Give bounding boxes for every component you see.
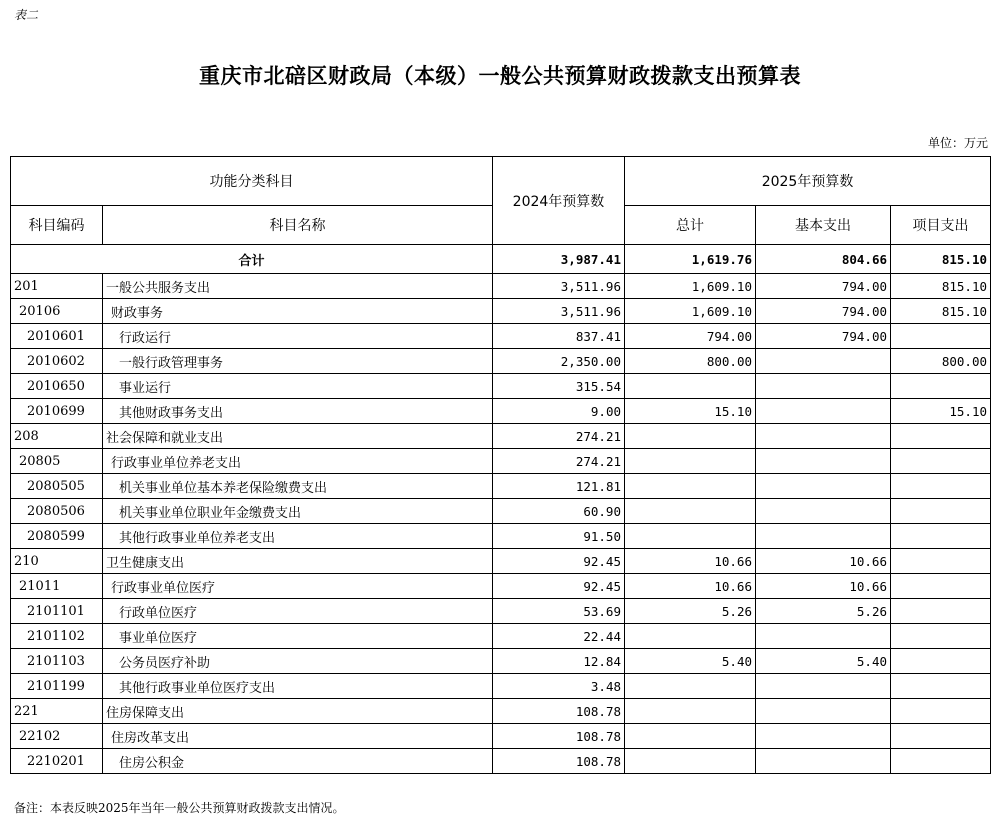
table-row [11,274,991,299]
row-name: 事业单位医疗 [103,624,493,649]
total-basic: 804.66 [756,245,891,274]
row-code: 2010650 [11,374,103,399]
table-row [11,749,991,774]
row-code: 20805 [11,449,103,474]
row-basic [756,374,891,399]
row-code: 2010602 [11,349,103,374]
row-code: 221 [11,699,103,724]
header-prev-budget: 2024年预算数 [493,157,625,245]
budget-table [10,156,991,774]
row-project [891,324,991,349]
row-total [625,749,756,774]
row-name: 住房保障支出 [103,699,493,724]
row-project [891,649,991,674]
row-project: 815.10 [891,274,991,299]
row-total: 10.66 [625,549,756,574]
row-basic: 10.66 [756,574,891,599]
header-code: 科目编码 [11,206,103,245]
row-code: 2210201 [11,749,103,774]
row-total: 15.10 [625,399,756,424]
row-name: 住房改革支出 [103,724,493,749]
row-code: 21011 [11,574,103,599]
row-project [891,374,991,399]
row-prev-budget: 837.41 [493,324,625,349]
row-name: 公务员医疗补助 [103,649,493,674]
total-prev: 3,987.41 [493,245,625,274]
table-row [11,399,991,424]
row-project [891,449,991,474]
row-basic [756,449,891,474]
row-name: 行政运行 [103,324,493,349]
table-row [11,674,991,699]
row-prev-budget: 108.78 [493,699,625,724]
row-basic [756,674,891,699]
row-project: 800.00 [891,349,991,374]
row-name: 行政事业单位养老支出 [103,449,493,474]
row-basic [756,424,891,449]
row-basic [756,499,891,524]
row-basic: 5.40 [756,649,891,674]
footnote: 备注：本表反映2025年当年一般公共预算财政拨款支出情况。 [14,801,345,815]
row-total: 1,609.10 [625,274,756,299]
row-prev-budget: 108.78 [493,724,625,749]
row-total [625,374,756,399]
row-name: 机关事业单位职业年金缴费支出 [103,499,493,524]
row-project [891,524,991,549]
row-code: 2101199 [11,674,103,699]
row-code: 22102 [11,724,103,749]
row-name: 其他行政事业单位养老支出 [103,524,493,549]
header-function-class: 功能分类科目 [11,157,493,206]
total-total: 1,619.76 [625,245,756,274]
row-total [625,474,756,499]
row-total [625,699,756,724]
row-total [625,674,756,699]
row-code: 210 [11,549,103,574]
row-basic [756,349,891,374]
row-basic: 10.66 [756,549,891,574]
row-name: 其他财政事务支出 [103,399,493,424]
row-project [891,699,991,724]
row-name: 其他行政事业单位医疗支出 [103,674,493,699]
table-row [11,549,991,574]
row-project [891,599,991,624]
row-basic [756,524,891,549]
row-total [625,424,756,449]
total-project: 815.10 [891,245,991,274]
row-name: 事业运行 [103,374,493,399]
row-prev-budget: 91.50 [493,524,625,549]
row-prev-budget: 9.00 [493,399,625,424]
row-prev-budget: 12.84 [493,649,625,674]
row-project [891,499,991,524]
row-prev-budget: 121.81 [493,474,625,499]
row-code: 2101102 [11,624,103,649]
table-row [11,524,991,549]
row-name: 住房公积金 [103,749,493,774]
row-basic [756,474,891,499]
table-row [11,324,991,349]
row-name: 行政单位医疗 [103,599,493,624]
row-basic [756,749,891,774]
row-total: 5.40 [625,649,756,674]
row-name: 社会保障和就业支出 [103,424,493,449]
row-total [625,524,756,549]
row-total [625,624,756,649]
table-row [11,624,991,649]
row-prev-budget: 60.90 [493,499,625,524]
row-prev-budget: 108.78 [493,749,625,774]
row-name: 机关事业单位基本养老保险缴费支出 [103,474,493,499]
table-row [11,299,991,324]
row-project [891,724,991,749]
row-prev-budget: 92.45 [493,574,625,599]
row-code: 2101101 [11,599,103,624]
row-project [891,674,991,699]
row-project [891,474,991,499]
row-total [625,499,756,524]
row-basic [756,624,891,649]
row-basic: 794.00 [756,274,891,299]
row-basic [756,724,891,749]
total-row [11,245,991,274]
row-basic [756,399,891,424]
row-prev-budget: 53.69 [493,599,625,624]
row-code: 2080599 [11,524,103,549]
row-project [891,749,991,774]
row-basic: 5.26 [756,599,891,624]
row-prev-budget: 2,350.00 [493,349,625,374]
row-prev-budget: 274.21 [493,424,625,449]
table-row [11,599,991,624]
row-project [891,424,991,449]
table-row [11,374,991,399]
row-prev-budget: 274.21 [493,449,625,474]
row-code: 2010601 [11,324,103,349]
row-name: 一般行政管理事务 [103,349,493,374]
row-name: 行政事业单位医疗 [103,574,493,599]
row-total: 1,609.10 [625,299,756,324]
row-total: 5.26 [625,599,756,624]
row-total: 10.66 [625,574,756,599]
row-name: 财政事务 [103,299,493,324]
row-basic: 794.00 [756,299,891,324]
header-name: 科目名称 [103,206,493,245]
table-row [11,499,991,524]
row-total: 800.00 [625,349,756,374]
total-label: 合计 [11,245,493,274]
row-total [625,449,756,474]
row-prev-budget: 3,511.96 [493,274,625,299]
table-row [11,649,991,674]
row-code: 208 [11,424,103,449]
row-name: 卫生健康支出 [103,549,493,574]
page-title: 重庆市北碚区财政局（本级）一般公共预算财政拨款支出预算表 [199,63,801,88]
row-project [891,624,991,649]
row-prev-budget: 315.54 [493,374,625,399]
table-row [11,574,991,599]
row-basic: 794.00 [756,324,891,349]
header-basic: 基本支出 [756,206,891,245]
row-total: 794.00 [625,324,756,349]
unit-label: 单位：万元 [927,136,988,150]
row-total [625,724,756,749]
table-row [11,724,991,749]
row-code: 2080505 [11,474,103,499]
table-row [11,474,991,499]
table-row [11,424,991,449]
row-project [891,549,991,574]
row-code: 20106 [11,299,103,324]
row-code: 2080506 [11,499,103,524]
table-row [11,699,991,724]
table-row [11,349,991,374]
row-basic [756,699,891,724]
row-prev-budget: 92.45 [493,549,625,574]
row-project: 815.10 [891,299,991,324]
row-name: 一般公共服务支出 [103,274,493,299]
row-code: 2010699 [11,399,103,424]
header-curr-budget: 2025年预算数 [625,157,991,206]
row-prev-budget: 3,511.96 [493,299,625,324]
row-code: 201 [11,274,103,299]
row-project [891,574,991,599]
row-prev-budget: 22.44 [493,624,625,649]
header-project: 项目支出 [891,206,991,245]
row-prev-budget: 3.48 [493,674,625,699]
table-number-label: 表二 [14,8,39,22]
table-body [11,245,991,774]
row-code: 2101103 [11,649,103,674]
table-row [11,449,991,474]
row-project: 15.10 [891,399,991,424]
header-total: 总计 [625,206,756,245]
